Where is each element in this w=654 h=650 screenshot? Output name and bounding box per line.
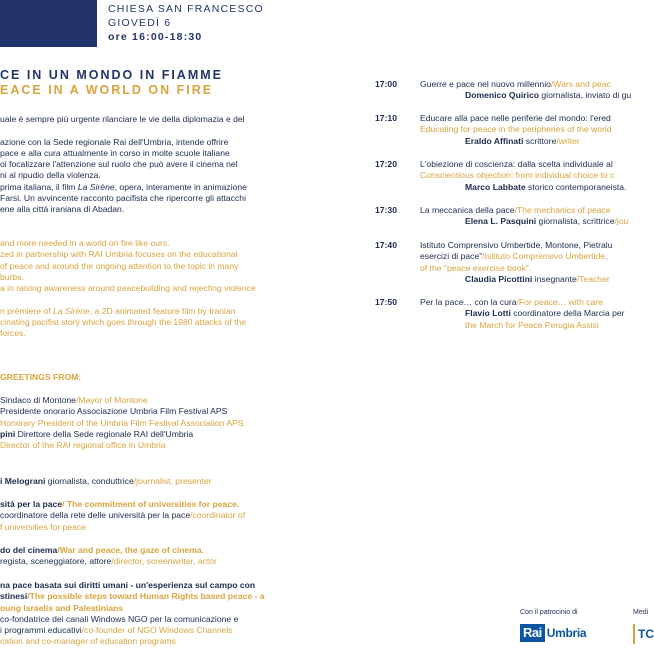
title-italian: CE IN UN MONDO IN FIAMME <box>0 68 223 82</box>
talk-1: sità per la pace/ The commitment of universities for peace. coordinatore della rete delle università per la pace/coordinator of f universities for peace <box>0 499 246 532</box>
partner-logo: TC <box>633 624 650 644</box>
speaker-name: Elena L. Pasquini <box>465 216 537 227</box>
event-day: GIOVEDÌ 6 <box>108 17 172 29</box>
intro-it-line: oi focalizzare l'attenzione sul ruolo che può avere il cinema nel <box>0 159 238 170</box>
speaker-name: Flavio Lotti <box>465 308 511 319</box>
media-label: Medi <box>633 609 649 616</box>
intro-italian <box>0 114 247 216</box>
venue-name: CHIESA SAN FRANCESCO <box>108 3 264 15</box>
schedule-item: Guerre e pace nel nuovo millennio/Wars and peac Domenico Quirico giornalista, inviato di gu <box>420 79 632 101</box>
greeting-line: pini Direttore della Sede regionale RAI dell'Umbria <box>0 428 194 439</box>
talk-3: na pace basata sui diritti umani - un'esperienza sul campo con stinesi/The possible steps toward Human Rights based peace - a oung Israelis and Palestinians co-fondatrice dei canali Windows NGO per la comunicazione e i programmi educativi/co-founder of NGO Windows Channels cation and co-manager of education programs <box>0 580 265 647</box>
talk-title: do del cinema <box>0 545 58 555</box>
rai-umbria-logo <box>520 624 586 642</box>
film-title: La Sirène <box>77 181 115 192</box>
intro-it-line: prima italiana, il film La Sirène, opera, interamente in animazione <box>0 181 247 192</box>
talk-2: do del cinema/War and peace, the gaze of cinema. regista, sceneggiatore, attore/director, screenwriter, actor <box>0 545 217 567</box>
speaker-name: Claudia Picottini <box>465 273 533 284</box>
intro-en-line: burbs. <box>0 271 24 282</box>
event-venue-block <box>108 2 264 44</box>
schedule-time: 17:20 <box>375 159 397 169</box>
schedule-time: 17:50 <box>375 297 397 307</box>
schedule-item: Educare alla pace nelle periferie del mondo: l'ered Educating for peace in the peripheries of the world Eraldo Affinati scrittore/writer <box>420 113 612 146</box>
greetings-list <box>0 395 244 451</box>
schedule-item: Per la pace… con la cura/For peace… with care Flavio Lotti coordinatore della Marcia per the March for Peace Perugia Assisi <box>420 297 625 330</box>
intro-en-line: cinating pacifist story which goes through the 1980 attacks of the <box>0 317 247 328</box>
intro-it-line: uale è sempre più urgente rilanciare le vie della diplomazia e del <box>0 114 245 124</box>
intro-it-line: Farsi. Un avvincente racconto pacifista che ripercorre gli attacchi <box>0 193 246 204</box>
greetings-heading: GREETINGS FROM: <box>0 372 82 382</box>
intro-en-line: zed in partnership with RAI Umbria focuses on the educational <box>0 249 238 260</box>
greeting-line: Presidente onorario Associazione Umbria Film Festival APS <box>0 406 228 417</box>
moderator: i Melograni giornalista, conduttrice/journalist, presenter <box>0 476 212 486</box>
schedule-time: 17:40 <box>375 240 397 250</box>
speaker-name: Eraldo Affinati <box>465 135 524 146</box>
intro-en-line: forces. <box>0 328 26 339</box>
intro-en-line: a in raising awareness around peacebuilding and rejecting violence <box>0 283 256 294</box>
film-title-en: La Sirène <box>53 305 90 316</box>
speaker-name: Marco Labbate <box>465 181 526 192</box>
moderator-name: i Melograni <box>0 476 46 486</box>
intro-en-line: and more needed in a world on fire like ours. <box>0 238 170 248</box>
header-color-block <box>0 0 97 47</box>
intro-it-line: pace e alla cura attualmente in corso in molte scuole italiane <box>0 147 230 158</box>
greeting-line: Sindaco di Montone/Mayor of Montone <box>0 395 148 405</box>
talk-title: na pace basata sui diritti umani - un'esperienza sul campo con <box>0 580 256 590</box>
title-english: EACE IN A WORLD ON FIRE <box>0 83 214 97</box>
talk-title: sità per la pace <box>0 499 63 509</box>
greeting-line: Honorary President of the Umbria Film Festival Association APS <box>0 417 244 428</box>
schedule-time: 17:10 <box>375 113 397 123</box>
intro-en-line: n prèmiere of La Sirène, a 2D animated feature film by Iranian <box>0 305 236 316</box>
intro-it-line: azione con la Sede regionale Rai dell'Umbria, intende offrire <box>0 136 229 147</box>
greeting-line: Director of the RAI regional office in Umbria <box>0 440 166 451</box>
schedule-item: Istituto Comprensivo Umbertide, Montone, Pietralu esercizi di pace"/Istituto Comprensivo Umbertide, of the "peace exercise book". Claudia Picottini insegnante/Teacher <box>420 240 613 284</box>
schedule-time: 17:30 <box>375 205 397 215</box>
rai-logo-mark: Rai <box>520 624 545 642</box>
patronage-label: Con il patrocinio di <box>520 609 578 616</box>
intro-english <box>0 238 256 340</box>
intro-it-line: ene alla città iraniana di Abadan. <box>0 204 125 215</box>
intro-en-line: of peace and around the ongoing attention to the topic in many <box>0 260 239 271</box>
intro-it-line: ni al ripudio della violenza. <box>0 170 101 181</box>
schedule-item: La meccanica della pace/The mechanics of peace Elena L. Pasquini giornalista, scrittrice/jou <box>420 205 629 227</box>
schedule-item: L'obiezione di coscienza: dalla scelta individuale al Conscientious objection: from individual choice to c Marco Labbate storico contemporaneista. <box>420 159 627 192</box>
schedule-time: 17:00 <box>375 79 397 89</box>
rai-logo-text: Umbria <box>546 626 587 640</box>
event-time: ore 16:00-18:30 <box>108 31 203 43</box>
speaker-name: Domenico Quirico <box>465 90 540 101</box>
